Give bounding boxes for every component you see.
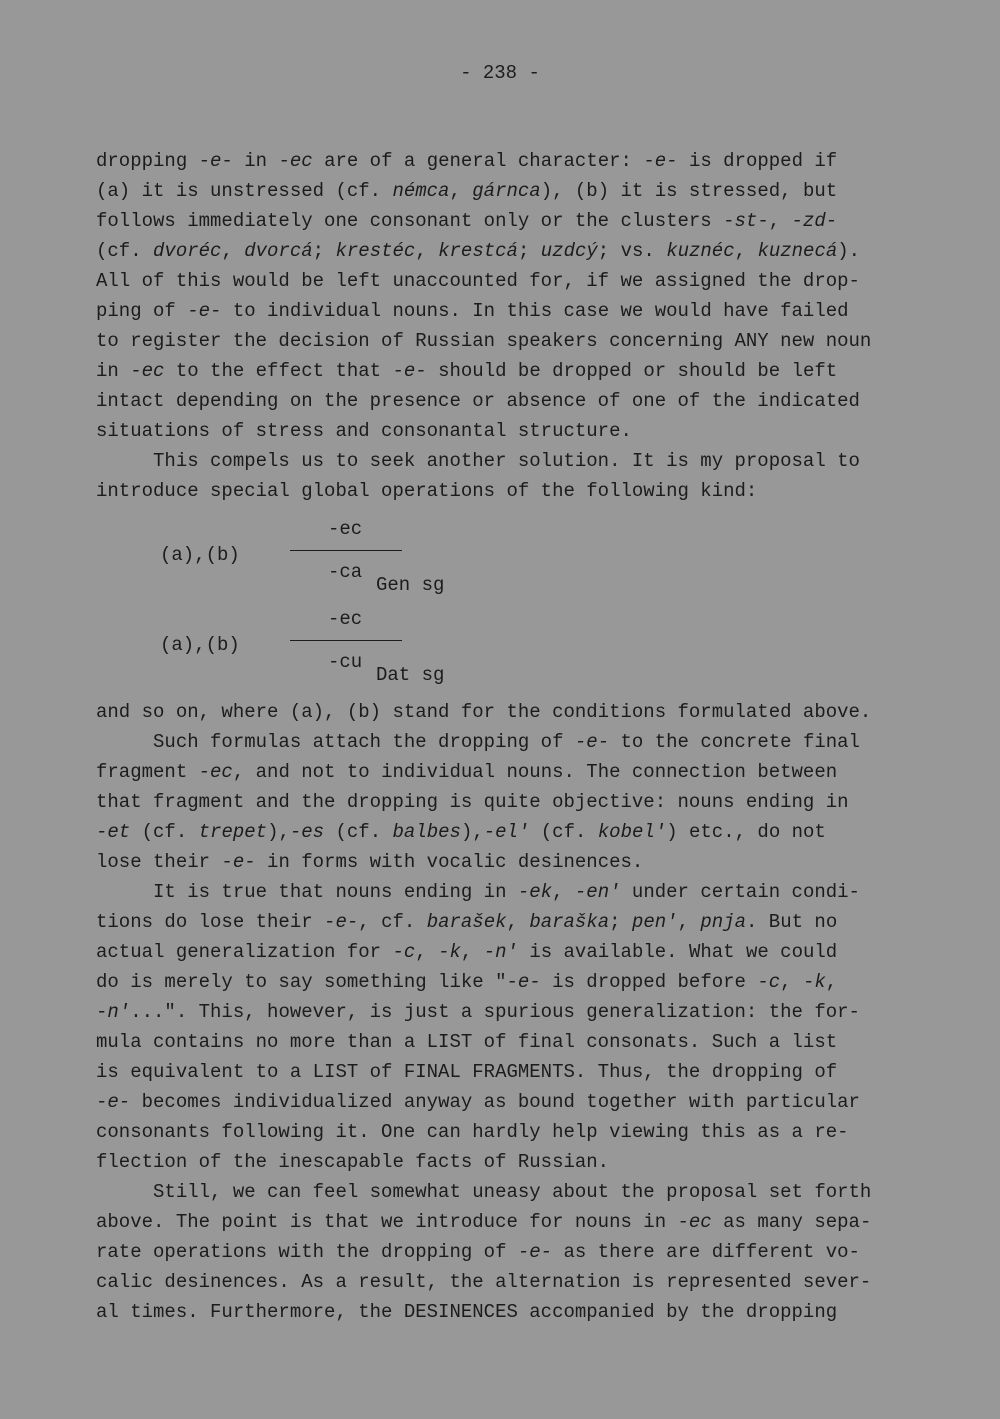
paragraph-2 <box>96 446 926 506</box>
formula-denominator: -cu <box>328 651 363 673</box>
text-line: (a) it is unstressed (cf. némca, gárnca), (b) it is stressed, but <box>96 180 838 202</box>
italic-term: -c <box>392 941 416 963</box>
text-line: -e- becomes individualized anyway as bound together with particular <box>96 1091 860 1113</box>
italic-term: kuznecá <box>757 240 838 262</box>
text-line: mula contains no more than a LIST of final consonats. Such a list <box>96 1031 838 1053</box>
italic-term: némca <box>392 180 450 202</box>
paragraph-3 <box>96 697 926 1327</box>
text-line: tions do lose their -e-, cf. barašek, baraška; pen', pnja. But no <box>96 911 838 933</box>
italic-term: -e- <box>392 360 427 382</box>
italic-term: -ek <box>517 881 553 903</box>
italic-term: -zd- <box>791 210 838 232</box>
italic-term: -ec <box>198 761 233 783</box>
text-line: and so on, where (a), (b) stand for the conditions formulated above. <box>96 701 872 723</box>
italic-term: gárnca <box>472 180 541 202</box>
italic-term: -e- <box>506 971 541 993</box>
italic-term: -e- <box>198 150 233 172</box>
italic-term: -el' <box>483 821 530 843</box>
text-line: flection of the inescapable facts of Russian. <box>96 1151 610 1173</box>
text-line: dropping -e- in -ec are of a general character: -e- is dropped if <box>96 150 838 172</box>
italic-term: -e- <box>574 731 610 753</box>
italic-term: pen' <box>631 911 678 933</box>
text-line: above. The point is that we introduce for nouns in -ec as many sepa- <box>96 1211 872 1233</box>
italic-term: -k <box>802 971 826 993</box>
italic-term: -e- <box>187 300 222 322</box>
italic-term: -st- <box>723 210 769 232</box>
italic-term: -e- <box>643 150 678 172</box>
italic-term: -et <box>96 821 131 843</box>
italic-term: krestcá <box>438 240 518 262</box>
fraction-bar <box>290 640 402 641</box>
text-line: al times. Furthermore, the DESINENCES accompanied by the dropping <box>96 1301 838 1323</box>
page-number: - 238 - <box>460 62 540 84</box>
italic-term: dvoréc <box>153 240 222 262</box>
text-line: consonants following it. One can hardly help viewing this as a re- <box>96 1121 849 1143</box>
italic-term: -n' <box>483 941 518 963</box>
text-line: actual generalization for -c, -k, -n' is available. What we could <box>96 941 838 963</box>
text-line: (cf. dvoréc, dvorcá; krestéc, krestcá; uzdcý; vs. kuznéc, kuznecá). <box>96 240 861 262</box>
italic-term: -n' <box>96 1001 131 1023</box>
text-line: do is merely to say something like "-e- is dropped before -c, -k, <box>96 971 838 993</box>
text-line: This compels us to seek another solution. It is my proposal to <box>96 450 860 472</box>
italic-term: -ec <box>130 360 165 382</box>
italic-term: -ec <box>677 1211 712 1233</box>
italic-term: dvorcá <box>244 240 313 262</box>
text-line: intact depending on the presence or absence of one of the indicated <box>96 390 860 412</box>
text-line: rate operations with the dropping of -e- as there are different vo- <box>96 1241 860 1263</box>
italic-term: -e- <box>517 1241 553 1263</box>
text-line: introduce special global operations of the following kind: <box>96 480 758 502</box>
italic-term: -c <box>757 971 781 993</box>
formula-case: Gen sg <box>376 574 445 596</box>
text-line: -et (cf. trepet),-es (cf. balbes),-el' (cf. kobel') etc., do not <box>96 821 826 843</box>
italic-term: -es <box>289 821 325 843</box>
formula-label: (a),(b) <box>160 634 240 656</box>
text-line: Still, we can feel somewhat uneasy about the proposal set forth <box>96 1181 872 1203</box>
text-line: in -ec to the effect that -e- should be dropped or should be left <box>96 360 838 382</box>
italic-term: trepet <box>198 821 268 843</box>
text-line: follows immediately one consonant only or the clusters -st-, -zd- <box>96 210 838 232</box>
italic-term: -e- <box>221 851 256 873</box>
italic-term: barašek <box>426 911 507 933</box>
italic-term: uzdcý <box>540 240 598 262</box>
italic-term: -ec <box>278 150 313 172</box>
formula-denominator: -ca <box>328 561 363 583</box>
text-line: calic desinences. As a result, the alternation is represented sever- <box>96 1271 872 1293</box>
text-line: lose their -e- in forms with vocalic desinences. <box>96 851 644 873</box>
text-line: -n'...". This, however, is just a spurious generalization: the for- <box>96 1001 860 1023</box>
italic-term: -k <box>438 941 461 963</box>
text-line: Such formulas attach the dropping of -e- to the concrete final <box>96 731 860 753</box>
italic-term: -e- <box>96 1091 131 1113</box>
italic-term: krestéc <box>335 240 416 262</box>
italic-term: kobel' <box>597 821 667 843</box>
formula-case: Dat sg <box>376 664 445 686</box>
italic-term: -en' <box>574 881 621 903</box>
italic-term: -e- <box>324 911 359 933</box>
italic-term: balbes <box>392 821 461 843</box>
fraction-bar <box>290 550 402 551</box>
text-line: It is true that nouns ending in -ek, -en' under certain condi- <box>96 881 860 903</box>
formula-label: (a),(b) <box>160 544 240 566</box>
formula-numerator: -ec <box>328 518 363 540</box>
text-line: to register the decision of Russian speakers concerning ANY new noun <box>96 330 872 352</box>
formula-gen-sg <box>160 518 580 598</box>
formula-numerator: -ec <box>328 608 363 630</box>
paragraph-1 <box>96 146 926 446</box>
italic-term: baraška <box>529 911 610 933</box>
text-line: is equivalent to a LIST of FINAL FRAGMENTS. Thus, the dropping of <box>96 1061 838 1083</box>
text-line: ping of -e- to individual nouns. In this case we would have failed <box>96 300 849 322</box>
text-line: All of this would be left unaccounted for, if we assigned the drop- <box>96 270 860 292</box>
italic-term: pnja <box>700 911 746 933</box>
text-line: situations of stress and consonantal structure. <box>96 420 632 442</box>
text-line: fragment -ec, and not to individual nouns. The connection between <box>96 761 838 783</box>
italic-term: kuznéc <box>666 240 735 262</box>
text-line: that fragment and the dropping is quite objective: nouns ending in <box>96 791 849 813</box>
formula-dat-sg <box>160 608 580 688</box>
